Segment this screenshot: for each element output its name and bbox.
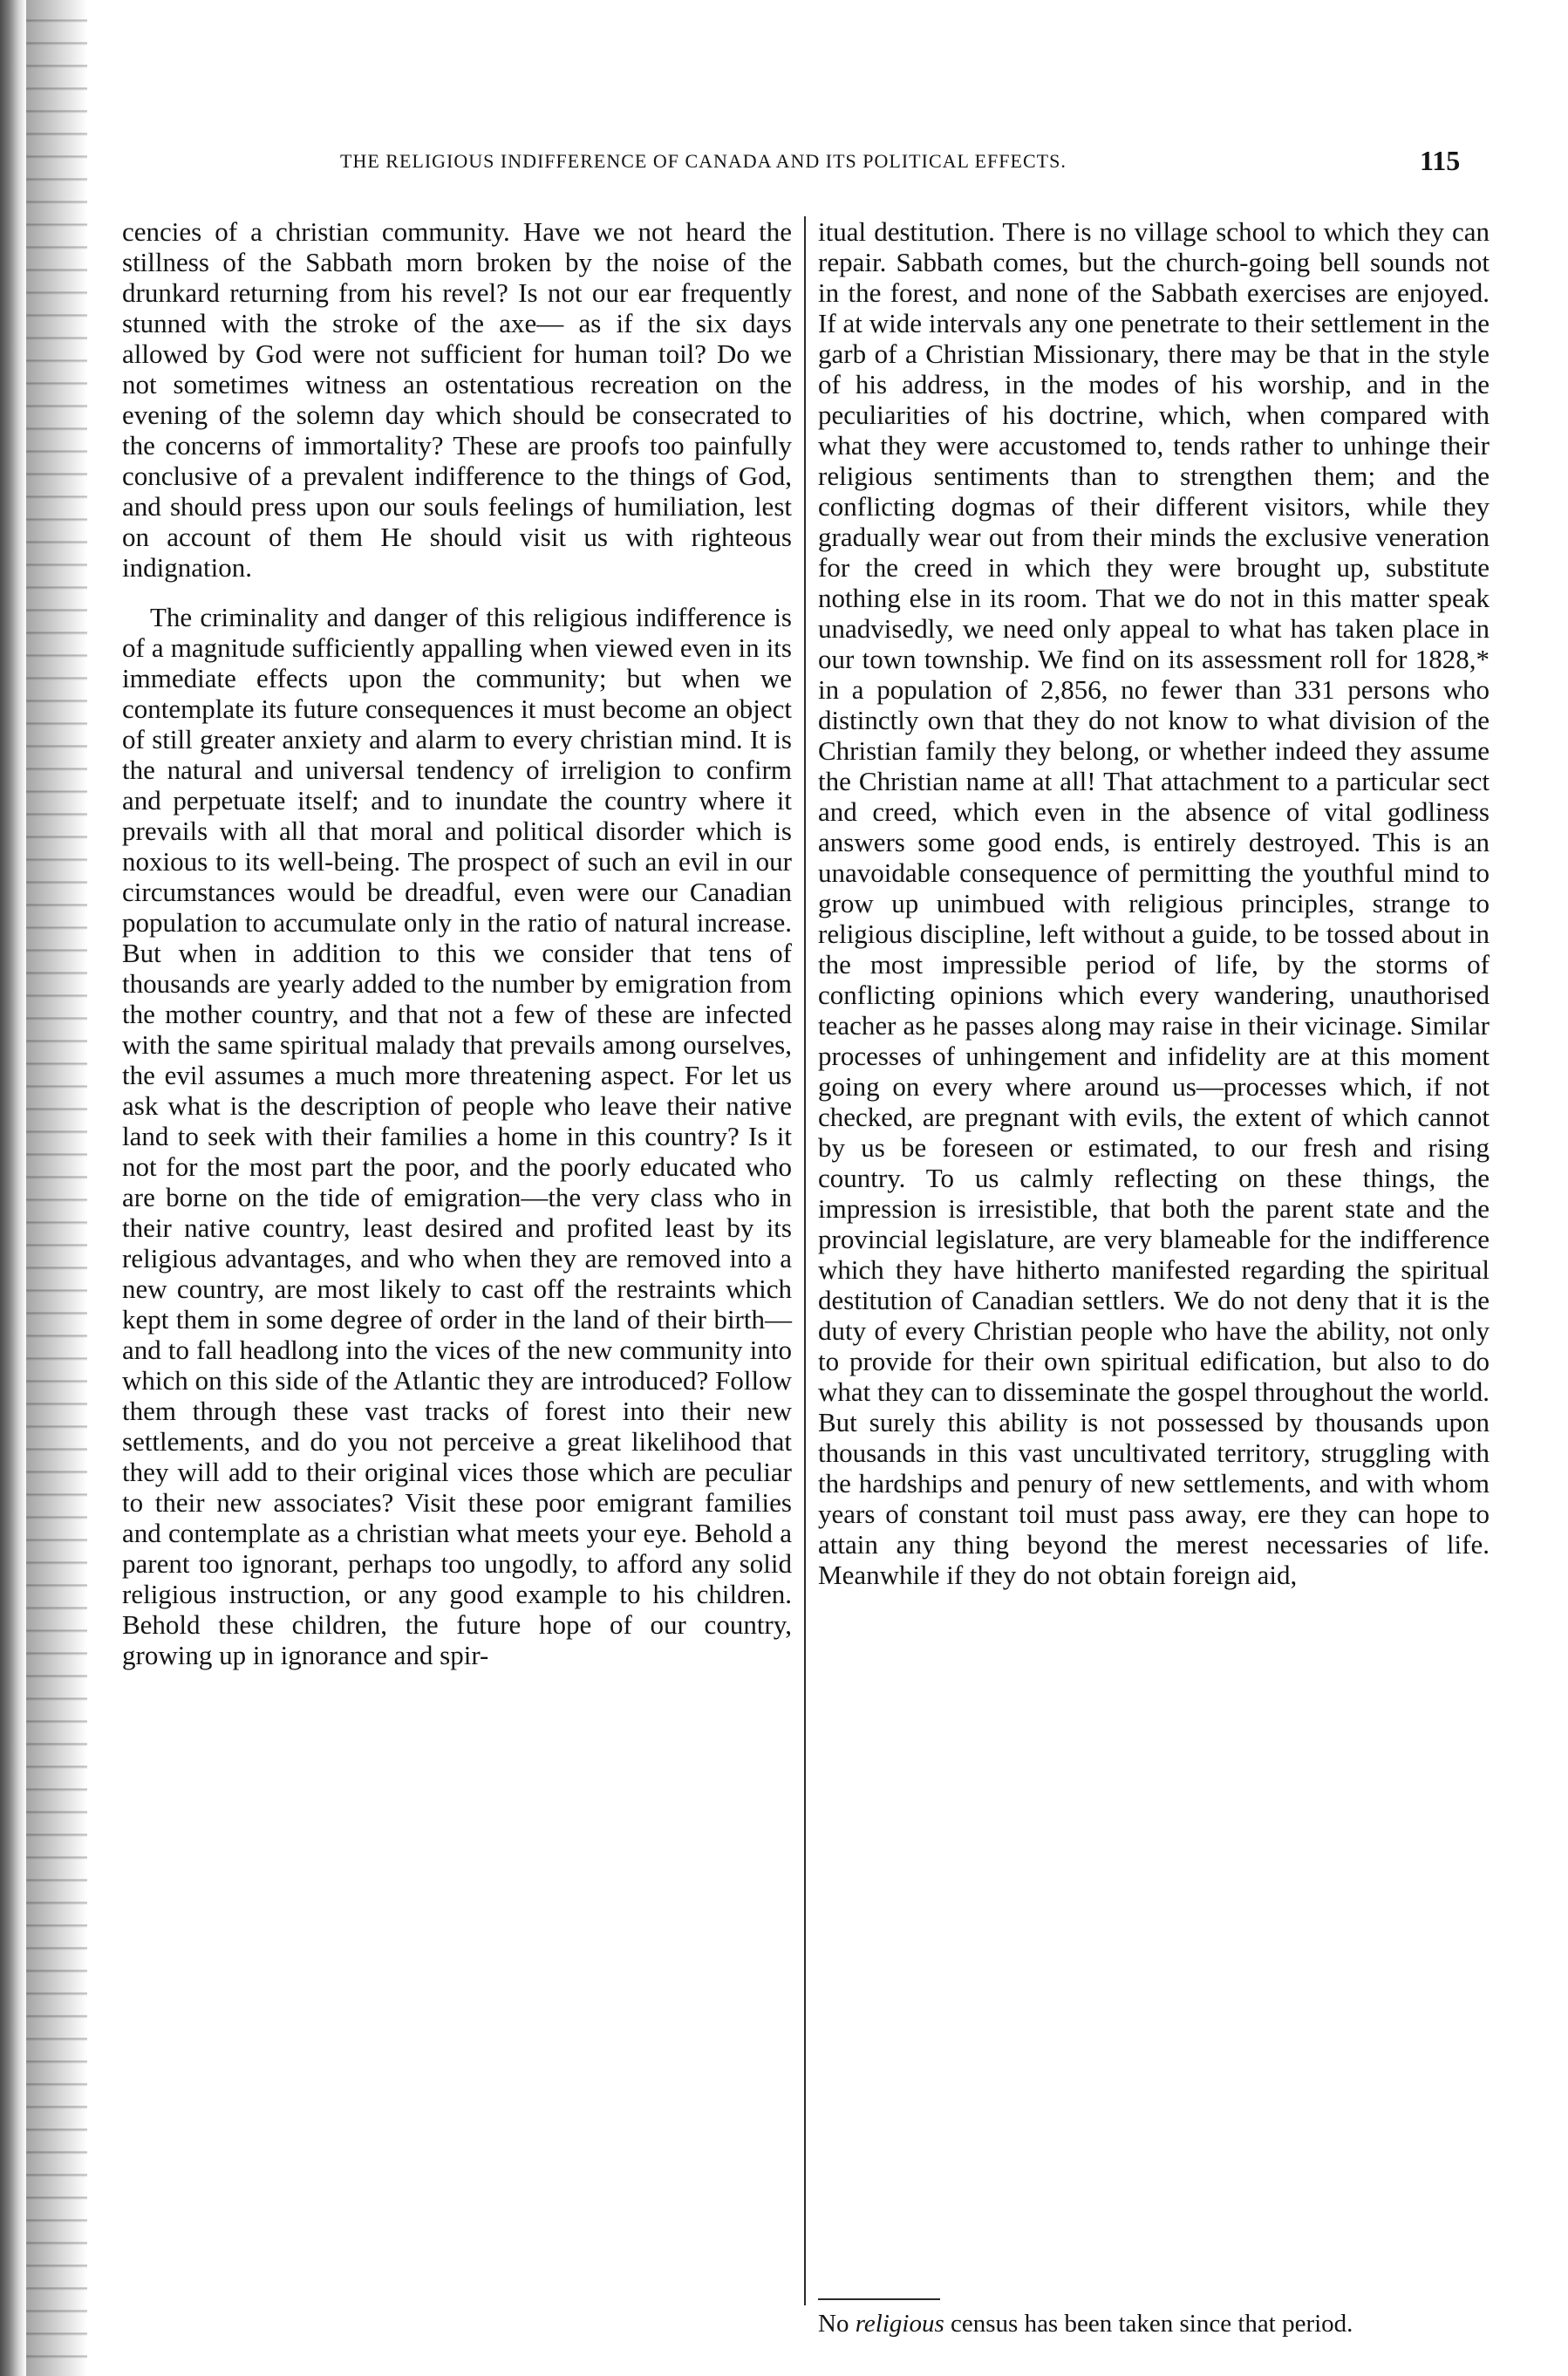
paragraph-continued: cencies of a christian community. Have we not heard the stillness of the Sabbath morn broken by the noise of the drunkard returning from his revel? Is not our ear frequently stunned with the stroke of the axe— as if the six days allowed by God were not sufficient for human toil? Do we not sometimes witness an ostentatious recreation on the evening of the solemn day which should be consecrated to the concerns of immortality? These are proofs too painfully conclusive of a prevalent indifference to the things of God, and should press upon our souls feelings of humiliation, lest on account of them He should visit us with righteous indignation. xyxy=(122,216,792,583)
left-column xyxy=(122,216,792,1670)
right-column xyxy=(818,216,1490,1590)
book-spine-shadow xyxy=(0,0,26,2376)
paragraph-criminality: The criminality and danger of this religious indifference is of a magnitude sufficiently appalling when viewed even in its immediate effects upon the community; but when we contemplate its future consequences it must become an object of still greater anxiety and alarm to every christian mind. It is the natural and universal tendency of irreligion to confirm and perpetuate itself; and to inundate the country where it prevails with all that moral and political disorder which is noxious to its well-being. The prospect of such an evil in our circumstances would be dreadful, even were our Canadian population to accumulate only in the ratio of natural increase. But when in addition to this we consider that tens of thousands are yearly added to the number by emigration from the mother country, and that not a few of these are infected with the same spiritual malady that prevails among ourselves, the evil assumes a much more threatening aspect. For let us ask what is the description of people who leave their native land to seek with their families a home in this country? Is it not for the most part the poor, and the poorly educated who are borne on the tide of emigration—the very class who in their native country, least desired and profited least by its religious advantages, and who when they are removed into a new country, are most likely to cast off the restraints which kept them in some degree of order in the land of their birth—and to fall headlong into the vices of the new community into which on this side of the Atlantic they are introduced? Follow them through these vast tracks of forest into their new settlements, and do you not perceive a great likelihood that they will add to their original vices those which are peculiar to their new associates? Visit these poor emigrant families and contemplate as a christian what meets your eye. Behold a parent too ignorant, perhaps too ungodly, to afford any solid religious instruction, or any good example to his children. Behold these children, the future hope of our country, growing up in ignorance and spir- xyxy=(122,602,792,1670)
paragraph-destitution: itual destitution. There is no village school to which they can repair. Sabbath comes, but the church-going bell sounds not in the forest, and none of the Sabbath exercises are enjoyed. If at wide intervals any one penetrate to their settlement in the garb of a Christian Missionary, there may be that in the style of his address, in the modes of his worship, and in the peculiarities of his doctrine, which, when compared with what they were accustomed to, tends rather to unhinge their religious sentiments than to strengthen them; and the conflicting dogmas of their different visitors, while they gradually wear out from their minds the exclusive veneration for the creed in which they were brought up, substitute nothing else in its room. That we do not in this matter speak unadvisedly, we need only appeal to what has taken place in our town township. We find on its assessment roll for 1828,* in a population of 2,856, no fewer than 331 persons who distinctly own that they do not know to what division of the Christian family they belong, or whether indeed they assume the Christian name at all! That attachment to a particular sect and creed, which even in the absence of vital godliness answers some good ends, is entirely destroyed. This is an unavoidable consequence of permitting the youthful mind to grow up unimbued with religious principles, strange to religious discipline, left without a guide, to be tossed about in the most impressible period of life, by the storms of conflicting opinions which every wandering, unauthorised teacher as he passes along may raise in their vicinage. Similar processes of unhingement and infidelity are at this moment going on every where around us—processes which, if not checked, are pregnant with evils, the extent of which cannot by us be foreseen or estimated, to our fresh and rising country. To us calmly reflecting on these things, the impression is irresistible, that both the parent state and the provincial legislature, are very blameable for the indifference which they have hitherto manifested regarding the spiritual destitution of Canadian settlers. We do not deny that it is the duty of every Christian people who have the ability, not only to provide for their own spiritual edification, but also to do what they can to disseminate the gospel throughout the world. But surely this ability is not possessed by thousands upon thousands in this vast uncultivated territory, struggling with the hardships and penury of new settlements, and with whom years of constant toil must pass away, ere they can hope to attain any thing beyond the merest necessaries of life. Meanwhile if they do not obtain foreign aid, xyxy=(818,216,1490,1590)
binding-edge xyxy=(26,0,87,2376)
footnote-rule xyxy=(818,2298,940,2300)
footnote-rest: census has been taken since that period. xyxy=(944,2310,1353,2338)
footnote-lead: No xyxy=(818,2310,856,2338)
footnote xyxy=(818,2310,1490,2338)
running-title: THE RELIGIOUS INDIFFERENCE OF CANADA AND ITS POLITICAL EFFECTS. xyxy=(340,150,1067,172)
column-divider xyxy=(804,216,806,2305)
page-number: 115 xyxy=(1420,145,1461,176)
footnote-italic: religious xyxy=(855,2310,944,2338)
